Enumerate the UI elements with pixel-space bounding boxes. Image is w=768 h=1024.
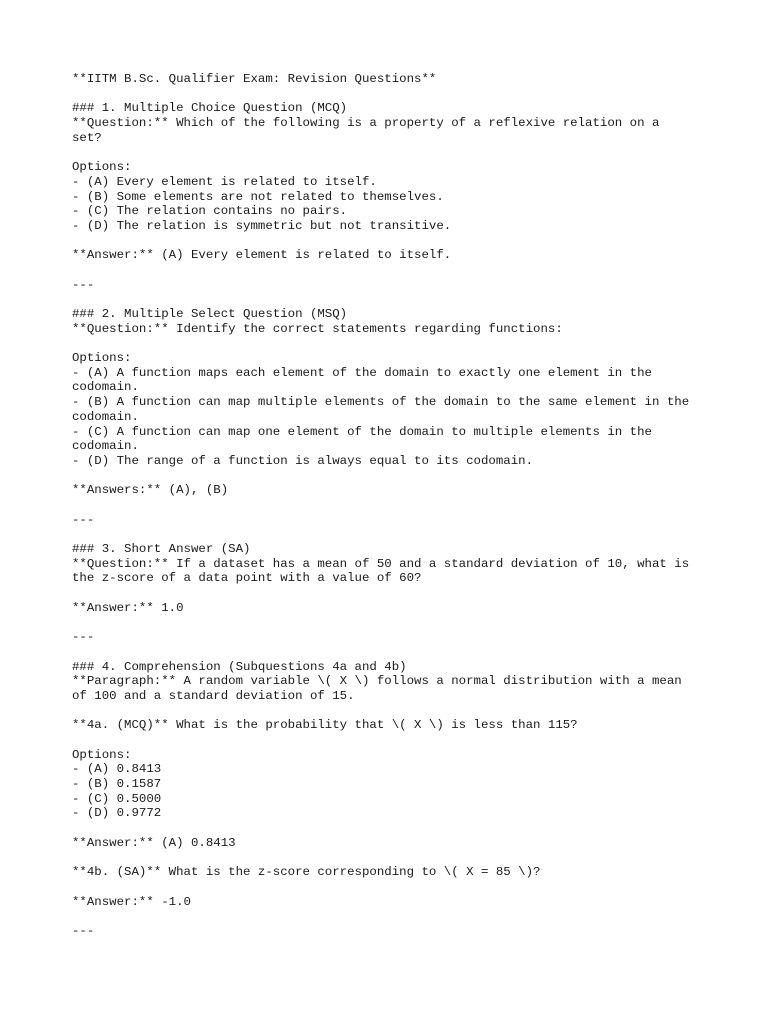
document-line: ### 1. Multiple Choice Question (MCQ) xyxy=(72,101,348,116)
document-line: ### 4. Comprehension (Subquestions 4a and 4b) xyxy=(72,659,407,674)
document-body xyxy=(72,72,712,939)
document-line xyxy=(72,498,712,513)
document-line: **Answer:** (A) 0.8413 xyxy=(72,835,236,850)
document-line xyxy=(72,234,712,249)
document-line xyxy=(72,909,712,924)
document-line xyxy=(72,645,712,660)
document-line: ### 2. Multiple Select Question (MSQ) xyxy=(72,307,348,321)
document-line: Options: xyxy=(72,747,132,762)
document-line: - (B) Some elements are not related to themselves. xyxy=(72,189,444,204)
document-line: **Answer:** (A) Every element is related to itself. xyxy=(72,248,452,263)
document-line: **4a. (MCQ)** What is the probability that \( X \) is less than 115? xyxy=(72,718,578,733)
document-line: **Answer:** -1.0 xyxy=(72,894,191,909)
document-line xyxy=(72,704,712,719)
document-line: - (B) A function can map multiple elements of the domain to the same element in the xyxy=(72,395,690,410)
document-line: Options: xyxy=(72,160,132,175)
document-line: - (C) The relation contains no pairs. xyxy=(72,204,348,219)
document-line: **Question:** Identify the correct statements regarding functions: xyxy=(72,321,563,336)
document-line xyxy=(72,850,712,865)
document-line: --- xyxy=(72,923,95,938)
document-line: - (D) The range of a function is always equal to its codomain. xyxy=(72,453,534,468)
document-line: - (A) 0.8413 xyxy=(72,762,162,777)
document-line: - (C) 0.5000 xyxy=(72,791,162,806)
document-line xyxy=(72,263,712,278)
document-line: --- xyxy=(72,277,95,292)
document-line xyxy=(72,469,712,484)
document-line: - (C) A function can map one element of the domain to multiple elements in the xyxy=(72,424,652,439)
document-line: ### 3. Short Answer (SA) xyxy=(72,542,251,556)
document-line: - (D) The relation is symmetric but not transitive. xyxy=(72,218,452,233)
document-line: --- xyxy=(72,630,95,645)
document-line xyxy=(72,336,712,351)
document-line: **Paragraph:** A random variable \( X \) follows a normal distribution with a mean xyxy=(72,674,682,689)
document-line: codomain. xyxy=(72,380,139,395)
document-line: set? xyxy=(72,130,102,145)
document-line: **Answers:** (A), (B) xyxy=(72,483,229,498)
document-line xyxy=(72,527,712,542)
document-line: --- xyxy=(72,512,95,527)
document-line: - (D) 0.9772 xyxy=(72,806,162,821)
document-line: codomain. xyxy=(72,439,139,454)
document-line: **4b. (SA)** What is the z-score corresponding to \( X = 85 \)? xyxy=(72,865,541,880)
document-line: codomain. xyxy=(72,409,139,424)
document-line: **Answer:** 1.0 xyxy=(72,600,184,615)
document-line: **Question:** If a dataset has a mean of 50 and a standard deviation of 10, what is xyxy=(72,556,690,571)
document-line: the z-score of a data point with a value of 60? xyxy=(72,571,422,586)
document-line xyxy=(72,87,712,102)
document-line xyxy=(72,586,712,601)
document-line xyxy=(72,145,712,160)
document-line: - (A) A function maps each element of the domain to exactly one element in the xyxy=(72,365,652,380)
document-line: of 100 and a standard deviation of 15. xyxy=(72,688,355,703)
document-line: Options: xyxy=(72,351,132,366)
document-line: - (B) 0.1587 xyxy=(72,777,162,791)
document-line: **Question:** Which of the following is a property of a reflexive relation on a xyxy=(72,116,660,131)
document-line xyxy=(72,733,712,748)
document-line xyxy=(72,615,712,630)
document-line xyxy=(72,880,712,895)
document-line: **IITM B.Sc. Qualifier Exam: Revision Questions** xyxy=(72,72,437,86)
document-line xyxy=(72,292,712,307)
document-line xyxy=(72,821,712,836)
document-line: - (A) Every element is related to itself. xyxy=(72,174,377,189)
